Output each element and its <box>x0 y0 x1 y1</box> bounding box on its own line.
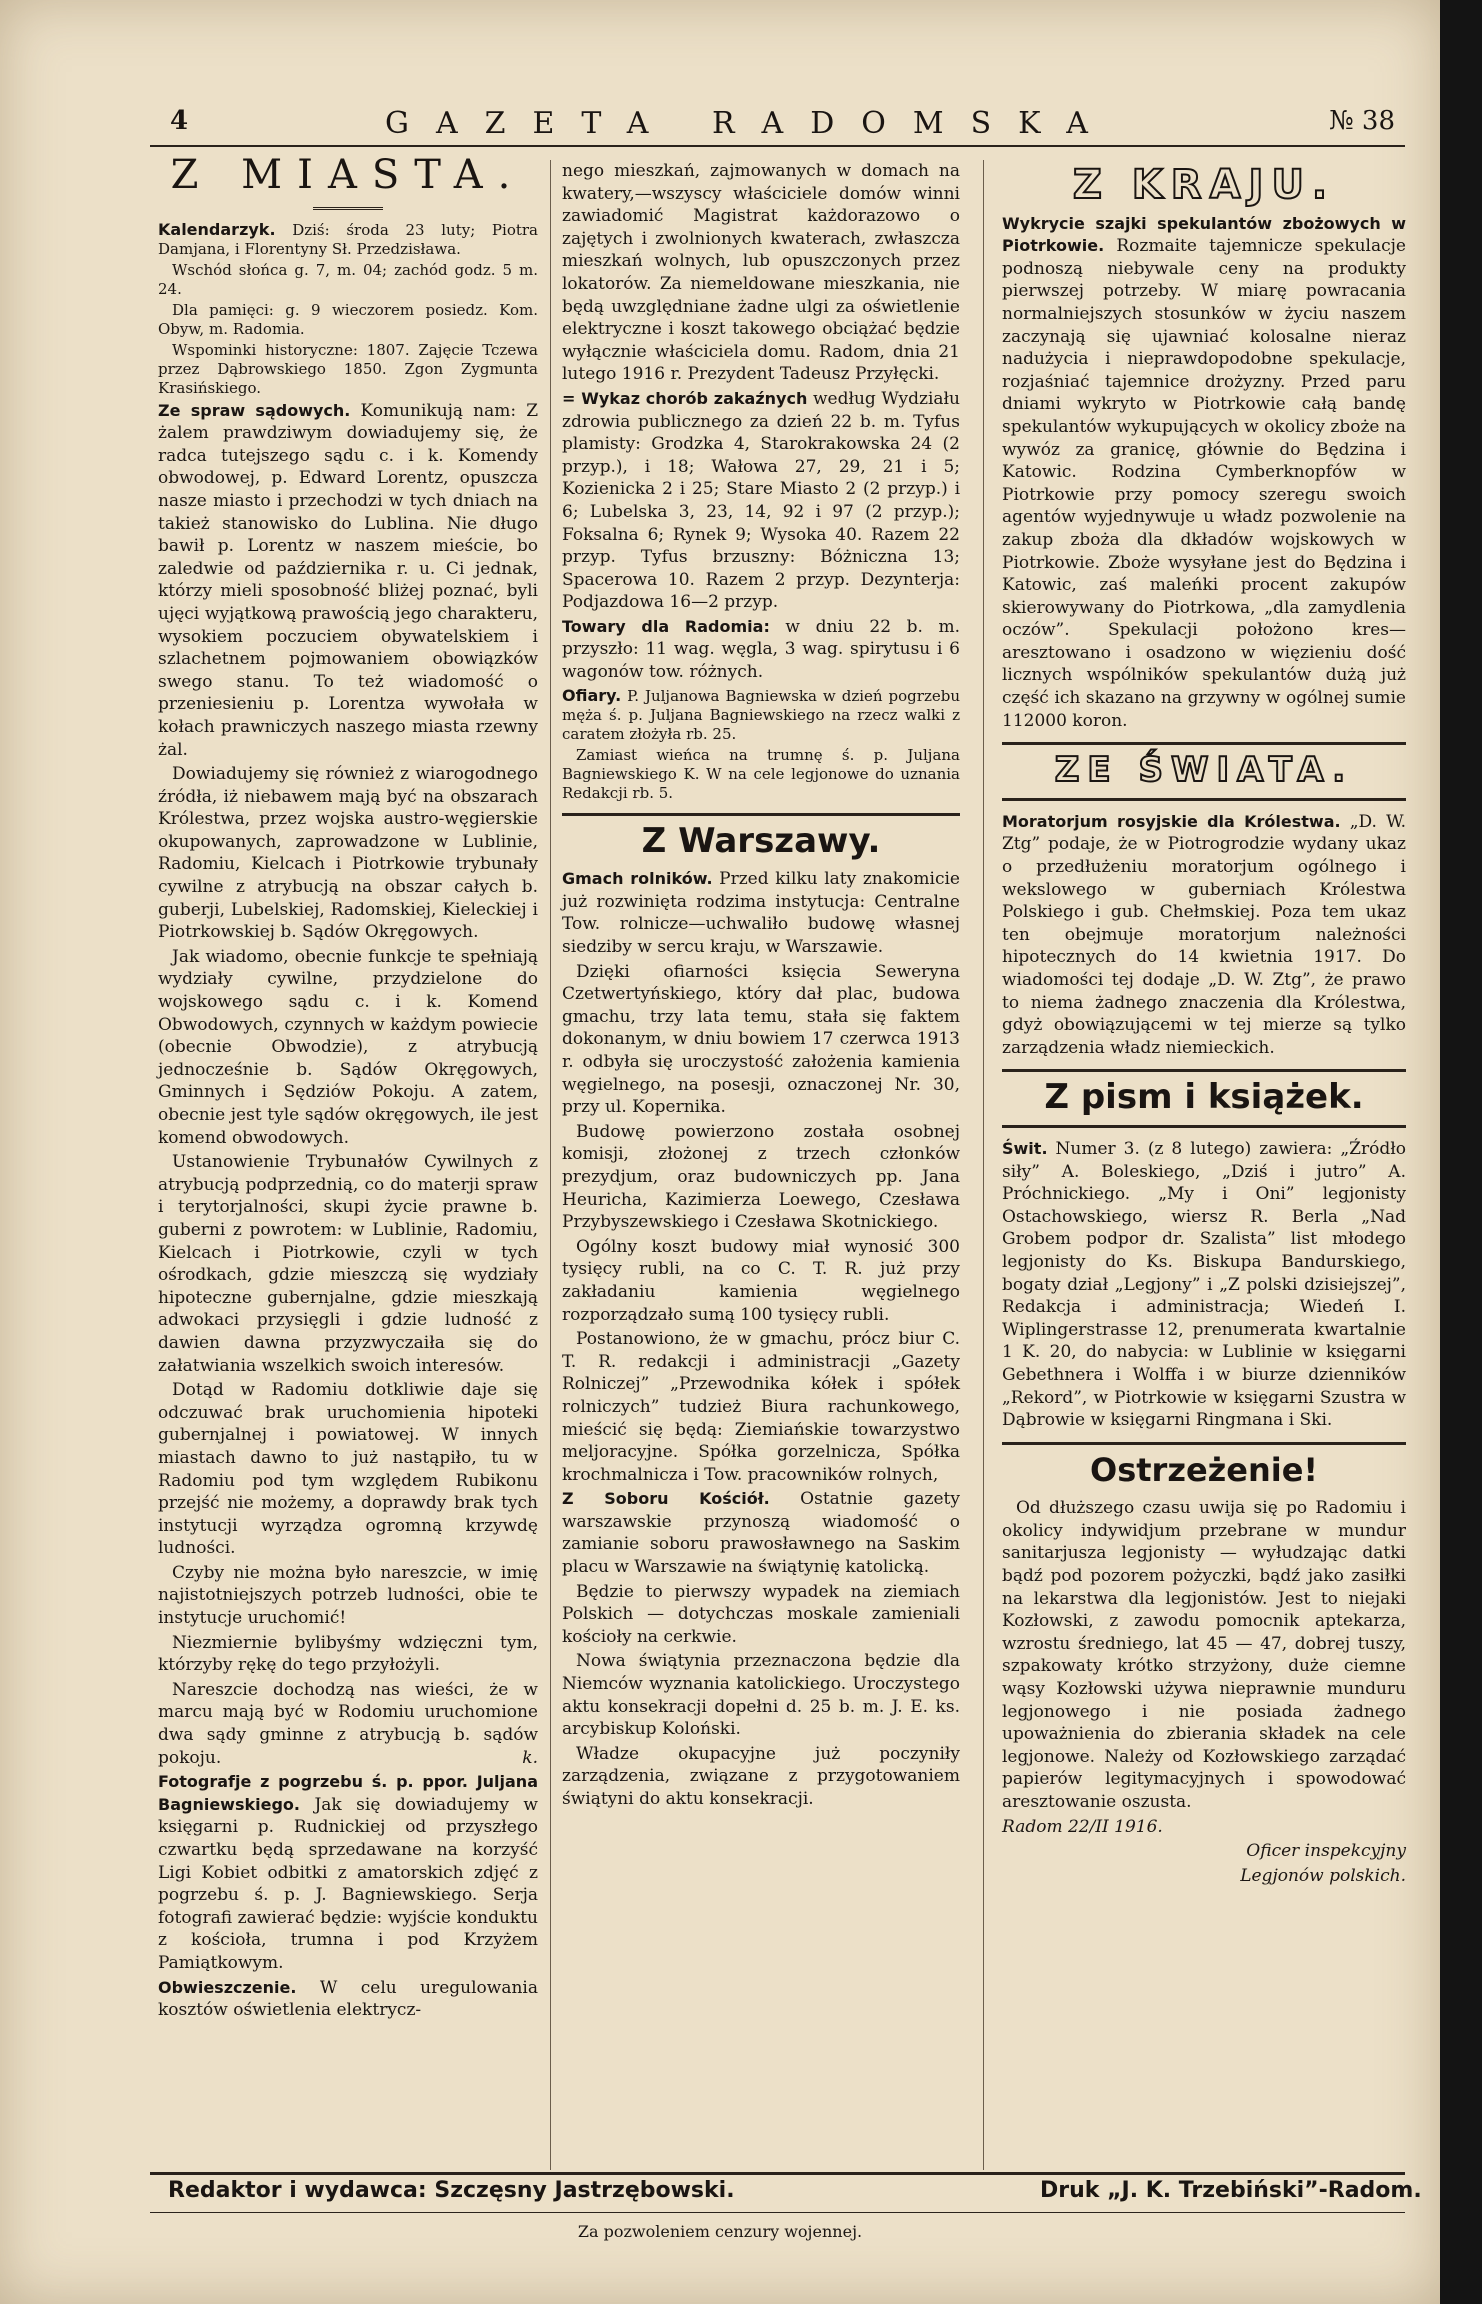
separator <box>1002 1442 1406 1445</box>
separator <box>1002 798 1406 801</box>
notice-signature-line-2: Legjonów polskich. <box>1240 1865 1406 1886</box>
notice-signature-line-1: Oficer inspekcyjny <box>1246 1841 1406 1862</box>
section-heading-z-pism: Z pism i książek. <box>1044 1077 1364 1118</box>
article-wykrycie-szajki: Wykrycie szajki spekulantów zbożowych w Piotrkowie. Rozmaite tajemnicze spekulacje podnoszą niebywale ceny na produkty pierwszej potrzeby. W miarę powracania normalniejszych stosunków w życiu naszem zaczynają się ujawniać kolosalne nieraz nadużycia i nieprawdopodobne spekulacje, rozjaśniać tajemnice drożyzny. Przed paru dniami wykryto w Piotrkowie całą bandę spekulantów wykupujących w okolicy zboże na wywóz za granicę, głównie do Będzina i Katowic. Rodzina Cymberknopfów w Piotrkowie przy pomocy szeregu swoich agentów wyjednywuje u władz pozwolenie na zakup zboża dla dkładów wojskowych w Piotrkowie. Zboże wysyłane jest do Będzina i Katowic, zaś maleńki procent zakupów skierowywany do Piotrkowa, „dla zamydlenia oczów”. Spekulacji położono kres—aresztowano i osadzono w więzieniu dość licznych wspólników spekulantów dużą już część ich skazano na grzywny w ogólnej sumie 112000 koron. <box>1002 213 1406 731</box>
article-towary: Towary dla Radomia: w dniu 22 b. m. przyszło: 11 wag. węgla, 3 wag. spirytusu i 6 wagonów tow. różnych. <box>562 616 960 683</box>
paragraph: Jak wiadomo, obecnie funkcje te spełniają wydziały cywilne, przydzielone do wojskowego sądu c. i k. Komend Obwodowych, czynnych w każdym powiecie (obecnie Obwodzie), z atrybucją jednocześnie b. Sądów Okręgowych, Gminnych i Sędziów Pokoju. A zatem, obecnie jest tyle sądów okręgowych, ile jest komend obwodowych. <box>158 946 538 1148</box>
censorship-note: Za pozwoleniem cenzury wojennej. <box>577 2222 863 2241</box>
column-divider <box>550 160 551 2170</box>
column-divider <box>983 160 984 2170</box>
separator <box>1002 742 1406 745</box>
article-obwieszczenie: Obwieszczenie. W celu uregulowania kosztów oświetlenia elektrycz- <box>158 1977 538 2021</box>
article-z-soboru: Z Soboru Kościół. Ostatnie gazety warszawskie przynoszą wiadomość o zamianie soboru prawosławnego na Saskim placu w Warszawie na świątynię katolicką. <box>562 1489 960 1578</box>
separator <box>313 207 383 210</box>
paragraph: Będzie to pierwszy wypadek na ziemiach Polskich — dotychczas moskale zamieniali kościoły na cerkwie. <box>562 1581 960 1647</box>
column-1 <box>158 152 539 2024</box>
article-moratorjum: Moratorjum rosyjskie dla Królestwa. „D. W. Ztg” podaje, że w Piotrogrodzie wydany ukaz o przedłużeniu moratorjum ogólnego i wekslowego w guberniach Królestwa Polskiego i gub. Chełmskiej. Poza tem ukaz ten obejmuje moratorjum należności hipotecznych do 14 kwietnia 1917. Do wiadomości tej dodaje „D. W. Ztg”, że prawo to niema żadnego znaczenia dla Królestwa, gdyż obowiązującemi w tej mierze są tylko zarządzenia władz niemieckich. <box>1002 811 1407 1058</box>
paragraph: Nowa świątynia przeznaczona będzie dla Niemców wyznania katolickiego. Uroczystego aktu konsekracji dopełni d. 25 b. m. J. E. ks. arcybiskup Koloński. <box>562 1651 960 1740</box>
footer-rule <box>150 2212 1405 2213</box>
page-number: 4 <box>170 106 189 136</box>
article-fotografje: Fotografje z pogrzebu ś. p. ppor. Juljana Bagniewskiego. Jak się dowiadujemy w księgarni p. Rudnickiej od przyszłego czwartku będą sprzedawane na korzyść Ligi Kobiet odbitki z amatorskich zdjęć z pogrzebu ś. p. J. Bagniewskiego. Serja fotografi zawierać będzie: wyjście konduktu z kościoła, trumna i pod Krzyżem Pamiątkowym. <box>158 1772 538 1973</box>
author-signature: k. <box>522 1747 538 1768</box>
paragraph: Ustanowienie Trybunałów Cywilnych z atrybucją podprzednią, co do materji spraw i terytorjalności, skupi życie prawne b. guberni z powrotem: w Lublinie, Radomiu, Kielcach i Piotrkowie, czyli w tych ośrodkach, gdzie mieszczą się wydziały hipoteczne gubernjalne, gdzie mieszkają adwokaci przysięgli i gdzie ludność z dawien dawna przyzwyczaiła się do załatwiania wszelkich swoich interesów. <box>158 1152 538 1376</box>
paragraph: Czyby nie można było nareszcie, w imię najistotniejszych potrzeb ludności, obie te instytucje uruchomić! <box>158 1562 538 1629</box>
paragraph: Wspominki historyczne: 1807. Zajęcie Tczewa przez Dąbrowskiego 1850. Zgon Zygmunta Krasińskiego. <box>158 340 538 397</box>
header-rule <box>150 145 1405 147</box>
article-wykaz-chorob: = Wykaz chorób zakaźnych według Wydziału zdrowia publicznego za dzień 22 b. m. Tyfus plamisty: Grodzka 4, Starokrakowska 24 (2 przyp.), i 18; Wałowa 27, 29, 21 i 5; Kozienicka 2 i 25; Stare Miasto 2 (2 przyp.) i 6; Lubelska 3, 23, 14, 92 i 97 (2 przyp.); Foksalna 6; Rynek 9; Wysoka 40. Razem 22 przyp. Tyfus brzuszny: Bóżniczna 13; Spacerowa 10. Razem 2 przyp. Dezynterja: Podjazdowa 16—2 przyp. <box>562 388 960 613</box>
separator <box>1002 1125 1406 1128</box>
paragraph: nego mieszkań, zajmowanych w domach na kwatery,—wszyscy właściciele domów winni zawiadomić Magistrat każdorazowo o zajętych i zwolnionych kwaterach, zwłaszcza mieszkań wolnych, lub opuszczonych przez lokatorów. Za niemeldowane mieszkania, nie będą uwzględniane żadne ulgi za oświetlenie elektryczne i koszt takowego obciążać będzie wyłącznie właściciela domu. Radom, dnia 21 lutego 1916 r. Prezydent Tadeusz Przyłęcki. <box>562 161 960 385</box>
section-heading-z-kraju: Z KRAJU. <box>1072 162 1336 208</box>
paragraph: Wschód słońca g. 7, m. 04; zachód godz. 5 m. 24. <box>158 260 538 298</box>
notice-date: Radom 22/II 1916. <box>1002 1816 1163 1837</box>
column-3 <box>1002 160 1406 1889</box>
separator <box>562 813 960 816</box>
page-header <box>150 104 1405 140</box>
footer-editor: Redaktor i wydawca: Szczęsny Jastrzębowski. <box>168 2178 735 2203</box>
article-gmach-rolnikow: Gmach rolników. Przed kilku laty znakomicie już rozwinięta rodzima instytucja: Centralne Tow. rolnicze—uchwaliło budowę własnej siedziby w sercu kraju, w Warszawie. <box>562 869 960 958</box>
binding-edge <box>1440 0 1482 2304</box>
paragraph: Dzięki ofiarności księcia Seweryna Czetwertyńskiego, który dał plac, budowa gmachu, trzy lata temu, stała się faktem dokonanym, w dniu bowiem 17 czerwca 1913 r. odbyła się uroczystość założenia kamienia węgielnego, na posesji, oznaczonej Nr. 30, przy ul. Kopernika. <box>562 961 960 1118</box>
paragraph: Dla pamięci: g. 9 wieczorem posiedz. Kom. Obyw, m. Radomia. <box>158 300 538 338</box>
section-heading-z-miasta: Z MIASTA. <box>170 152 526 198</box>
newspaper-title: GAZETA RADOMSKA <box>385 106 1115 141</box>
article-swit: Świt. Numer 3. (z 8 lutego) zawiera: „Źródło siły” A. Boleskiego, „Dziś i jutro” A. Próchnickiego. „My i Oni” legjonisty Ostachowskiego, wiersz R. Berla „Nad Grobem podpor dr. Szalista” list młodego legjonisty do Ks. Biskupa Bandurskiego, bogaty dział „Legjony” i „Z polski dzisiejszej”, Redakcja i administracja; Wiedeń I. Wiplingerstrasse 12, prenumerata kwartalnie 1 K. 20, do nabycia: w Lublinie w księgarni Gebethnera i Wolffa i w biurze dzienników „Rekord”, w Piotrkowie w księgarni Szustra w Dąbrowie w księgarni Ringmana i Ski. <box>1002 1138 1406 1431</box>
paragraph: Nareszcie dochodzą nas wieści, że w marcu mają być w Rodomiu uruchomione dwa sądy gminne z atrybucją b. sądów pokoju. k. <box>158 1679 538 1768</box>
paragraph: Władze okupacyjne już poczyniły zarządzenia, związane z przygotowaniem świątyni do aktu konsekracji. <box>562 1743 960 1809</box>
issue-number: № 38 <box>1329 106 1395 136</box>
section-heading-ostrzezenie: Ostrzeżenie! <box>1089 1450 1319 1489</box>
column-2 <box>562 160 960 1813</box>
paragraph: Ogólny koszt budowy miał wynosić 300 tysięcy rubli, na co C. T. R. już przy zakładaniu kamienia węgielnego rozporządzało sumą 100 tysięcy rubli. <box>562 1236 960 1325</box>
paragraph: Dotąd w Radomiu dotkliwie daje się odczuwać brak uruchomienia hipoteki gubernjalnej i powiatowej. W innych miastach dawno to już nastąpiło, tu w Radomiu pod tym względem Rubikonu przejść nie możemy, a doprawdy brak tych instytucji wyrządza ogromną krzywdę ludności. <box>158 1380 538 1559</box>
footer-rule <box>150 2172 1405 2175</box>
paragraph: Od dłuższego czasu uwija się po Radomiu i okolicy indywidjum przebrane w mundur sanitarjusza legjonisty — wyłudzając datki bądź pod pozorem pożyczki, bądź jako zasiłki na lekarstwa dla legjonistów. Jest to niejaki Kozłowski, z zawodu pomocnik aptekarza, wzrostu średniego, lat 45 — 47, dobrej tuszy, szpakowaty krótko strzyżony, duże ciemne wąsy Kozłowski używa nieprawnie munduru legjonowego i nie posiada żadnego upoważnienia do zbierania składek na cele legjonowe. Należy od Kozłowskiego zarządać papierów legitymacyjnych i spowodować aresztowanie oszusta. <box>1002 1498 1406 1812</box>
section-heading-ze-swiata: ZE ŚWIATA. <box>1054 750 1354 791</box>
paragraph: Budowę powierzono została osobnej komisji, złożonej z trzech członków prezydjum, oraz budowniczych pp. Jana Heuricha, Kazimierza Loewego, Czesława Przybyszewskiego i Czesława Skotnickiego. <box>562 1121 960 1233</box>
paragraph: Dowiadujemy się również z wiarogodnego źródła, iż niebawem mają być na obszarach Królestwa, przez wojska austro-węgierskie okupowanych, zaprowadzone w Lublinie, Radomiu, Kielcach i Piotrkowie trybunały cywilne z atrybucją na obszar całych b. guberji, Lubelskiej, Radomskiej, Kieleckiej i Piotrkowskiej b. Sądów Okręgowych. <box>158 764 538 943</box>
article-ofiary: Ofiary. P. Juljanowa Bagniewska w dzień pogrzebu męża ś. p. Juljana Bagniewskiego na rzecz walki z caratem złożyła rb. 25. <box>562 685 960 743</box>
section-heading-z-warszawy: Z Warszawy. <box>641 820 881 861</box>
article-kalendarzyk: Kalendarzyk. Dziś: środa 23 luty; Piotra Damjana, i Florentyny Sł. Przedzisława. <box>158 219 538 258</box>
separator <box>1002 1069 1406 1072</box>
paragraph: Postanowiono, że w gmachu, prócz biur C. T. R. redakcji i administracji „Gazety Rolniczej” „Przewodnika kółek i spółek rolniczych” tudzież Biura rachunkowego, mieścić się będą: Ziemiańskie towarzystwo meljoracyjne. Spółka gorzelnicza, Spółka krochmalnicza i Tow. pracowników rolnych, <box>562 1329 960 1485</box>
article-ze-spraw-sadowych: Ze spraw sądowych. Komunikują nam: Z żalem prawdziwym dowiadujemy się, że radca tutejszego sądu c. i k. Komendy obwodowej, p. Edward Lorentz, opuszcza nasze miasto i przechodzi w tych dniach na takież stanowisko do Lublina. Nie długo bawił p. Lorentz w naszem mieście, bo zaledwie od października r. u. Ci jednak, którzy mieli sposobność bliżej poznać, byli ujęci wyjątkową prawością jego charakteru, wysokiem poczuciem obywatelskiem i szlachetnem pojmowaniem obowiązków swego stanu. To też wiadomość o przeniesieniu p. Lorentza wywołała w kołach prawniczych naszego miasta rzewny żal. <box>158 400 539 760</box>
footer-printer: Druk „J. K. Trzebiński”-Radom. <box>1040 2178 1422 2203</box>
paragraph: Niezmiernie bylibyśmy wdzięczni tym, którzyby rękę do tego przyłożyli. <box>158 1632 538 1676</box>
paragraph: Zamiast wieńca na trumnę ś. p. Juljana Bagniewskiego K. W na cele legjonowe do uznania Redakcji rb. 5. <box>562 745 960 802</box>
